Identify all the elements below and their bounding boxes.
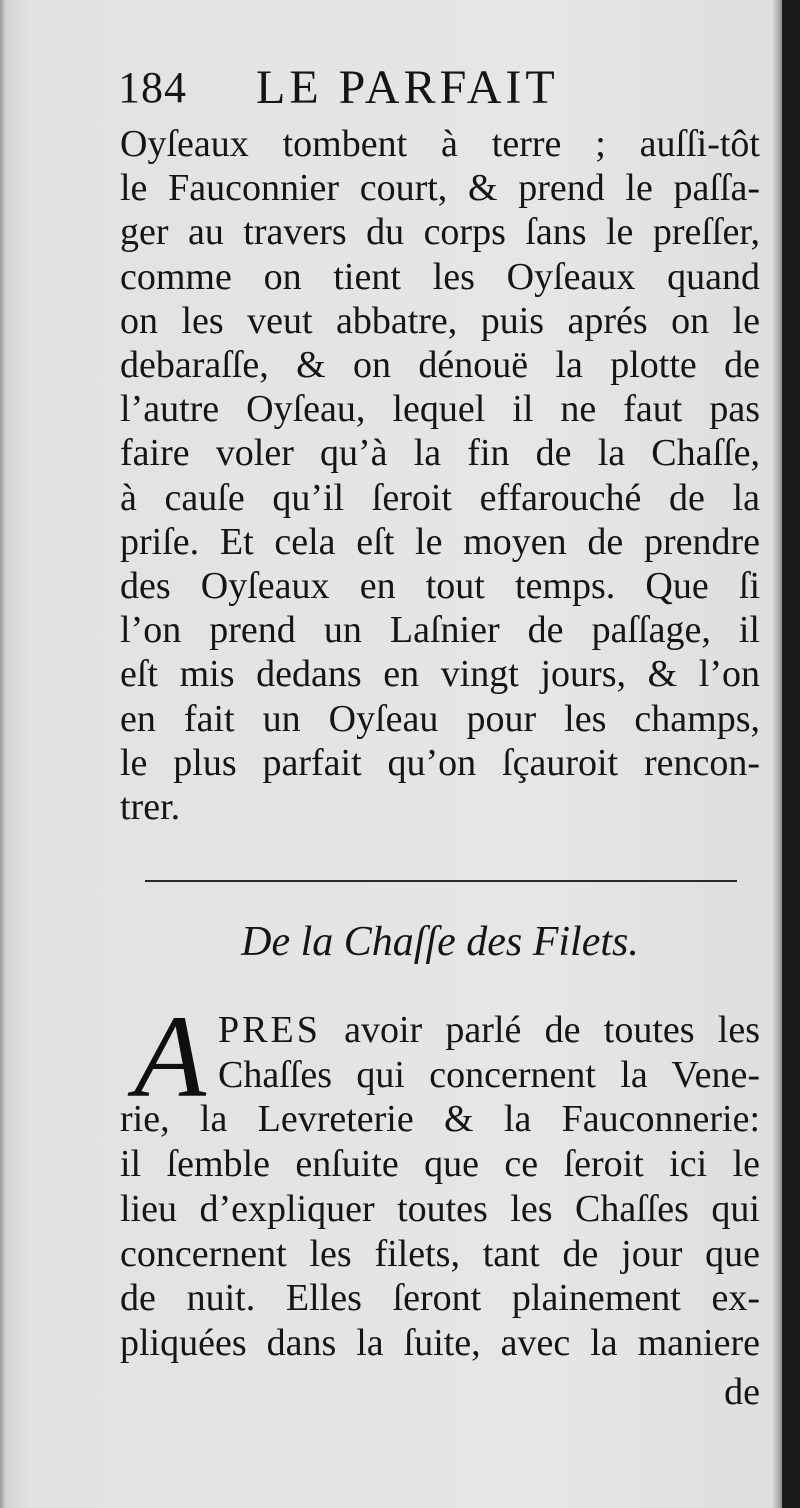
section-title: De la Chaſſe des Filets. [241,919,639,965]
text-line: l’autre Oyſeau, lequel il ne faut pas [120,388,760,431]
text-line: comme on tient les Oyſeaux quand [120,255,760,298]
text-line-first [120,1008,760,1053]
text-line: eſt mis dedans en vingt jours, & l’on [120,653,760,696]
text-line: priſe. Et cela eſt le moyen de prendre [120,520,760,563]
text-line: lieu d’expliquer toutes les Chaſſes qui [120,1187,760,1230]
drop-cap: A [134,991,207,1122]
small-caps-word: PRES [218,1009,321,1051]
text-line: Chaſſes qui concernent la Vene- [218,1053,760,1096]
section-paragraph [120,991,761,1366]
section-divider [145,880,737,882]
text-line: de nuit. Elles ſeront plainement ex- [120,1277,760,1320]
paragraph-1 [120,122,760,829]
first-line-rest: avoir parlé de toutes les [344,1009,761,1051]
text-line: pliquées dans la ſuite, avec la maniere [120,1321,760,1364]
text-line: concernent les filets, tant de jour que [120,1232,760,1275]
text-line: Oyſeaux tombent à terre ; auſſi-tôt [120,123,760,165]
text-line: faire voler qu’à la fin de la Chaſſe, [120,432,760,475]
text-line: le plus parfait qu’on ſçauroit rencon- [120,741,760,784]
text-line: l’on prend un Laſnier de paſſage, il [120,609,760,652]
running-title: LE PARFAIT [256,61,559,114]
text-line: ger au travers du corps ſans le preſſer, [120,211,760,254]
text-line: rie, la Levreterie & la Fauconnerie: [120,1098,760,1141]
text-line: à cauſe qu’il ſeroit effarouché de la [120,476,760,519]
page-header [118,60,638,120]
text-line: le Fauconnier court, & prend le paſſa- [120,167,760,210]
catchword: de [724,1371,760,1413]
text-line: trer. [120,786,181,829]
page-number: 184 [118,63,187,112]
text-line: on les veut abbatre, puis aprés on le [120,299,760,342]
text-line: il ſemble enſuite que ce ſeroit ici le [120,1143,760,1186]
text-line: en fait un Oyſeau pour les champs, [120,697,760,740]
text-line: des Oyſeaux en tout temps. Que ſi [120,565,760,608]
text-line: debaraſſe, & on dénouë la plotte de [120,344,760,387]
